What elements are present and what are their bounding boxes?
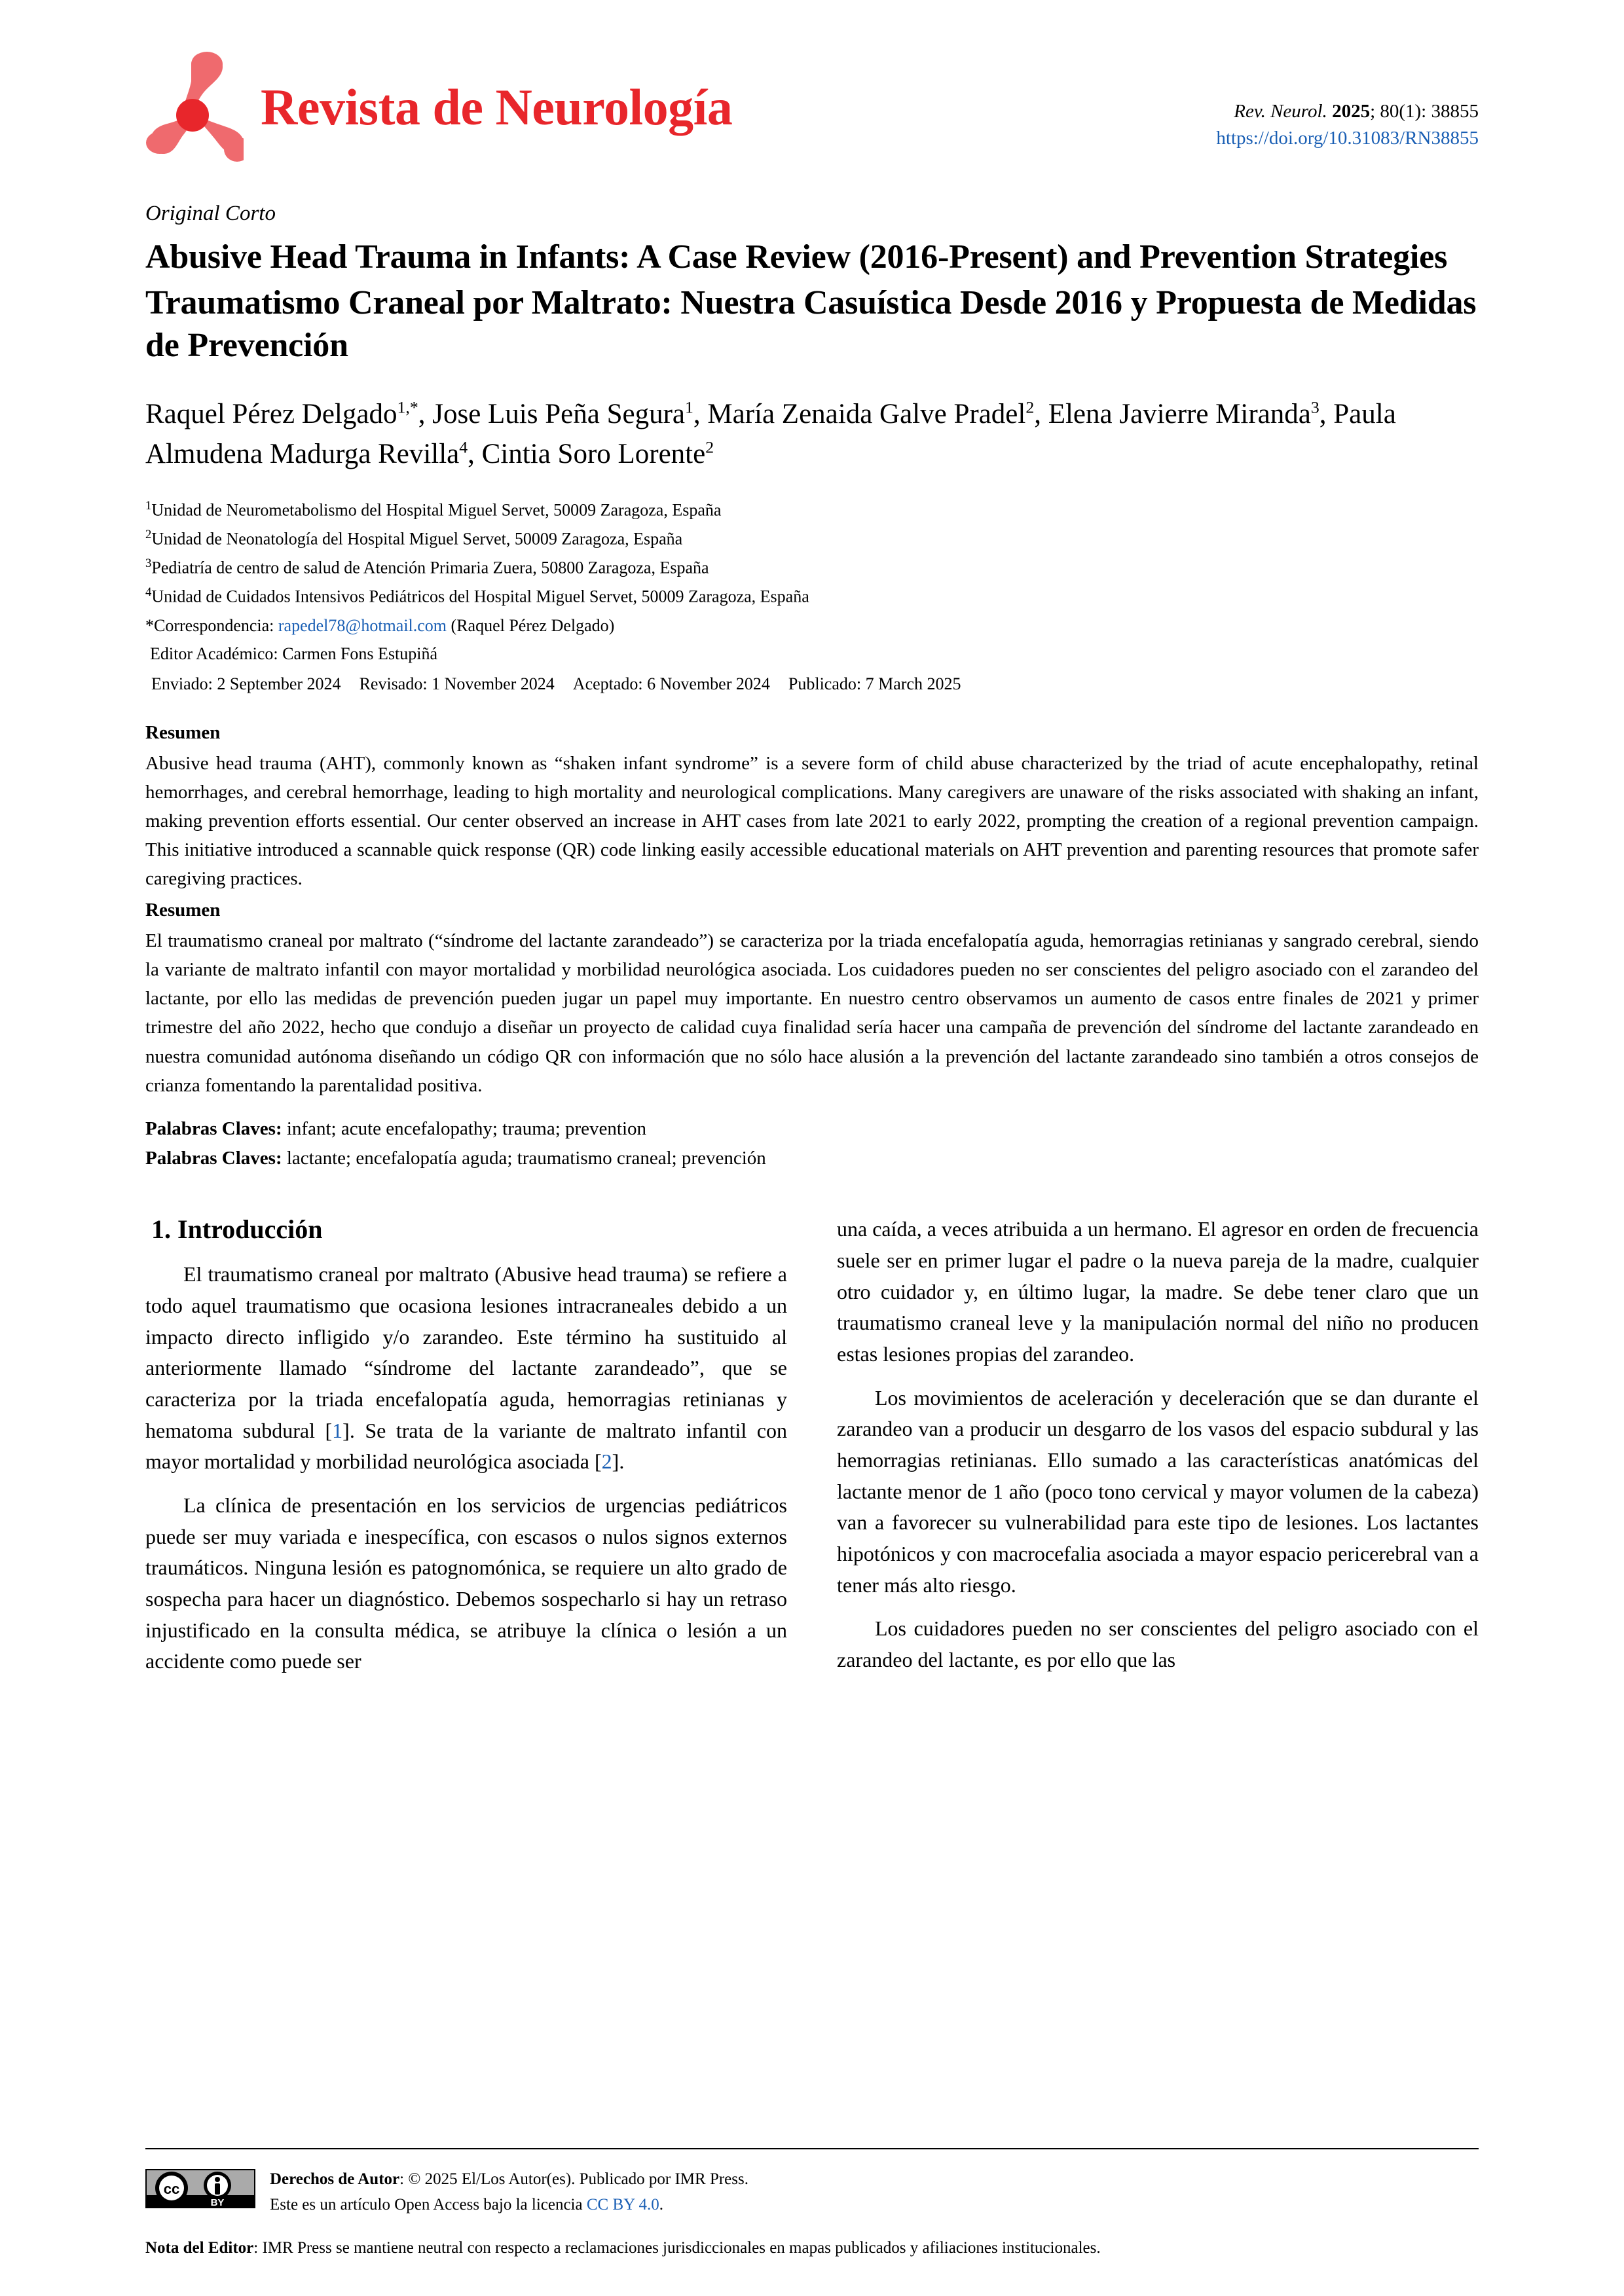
copyright-text: : © 2025 El/Los Autor(es). Publicado por IMR Press. xyxy=(399,2170,748,2188)
citation-year: 2025 xyxy=(1332,101,1371,122)
author-name: Jose Luis Peña Segura xyxy=(432,399,685,430)
doi-line xyxy=(1216,125,1479,152)
body-columns xyxy=(145,1214,1479,1690)
abstract-text: Abusive head trauma (AHT), commonly known as “shaken infant syndrome” is a severe form of child abuse characterized by the triad of acute encephalopathy, retinal hemorrhages, and cerebral hemorrhage, leading to high mortality and neurological complications. Many caregivers are unaware of the risks associated with shaking an infant, making prevention efforts essential. Our center observed an increase in AHT cases from late 2021 to early 2022, prompting the creation of a regional prevention campaign. This initiative introduced a scannable quick response (QR) code linking easily accessible educational materials on AHT prevention and parenting resources that promote safer caregiving practices. xyxy=(145,752,1479,890)
author-name: Raquel Pérez Delgado xyxy=(145,399,397,430)
keywords-label: Palabras Claves: xyxy=(145,1147,282,1169)
left-column xyxy=(145,1214,787,1690)
author-name: Paula Almudena Madurga Revilla xyxy=(145,399,1396,470)
keywords-value: infant; acute encefalopathy; trauma; prevention xyxy=(286,1118,647,1139)
affiliation-item xyxy=(145,524,1479,553)
license-prefix: Este es un artículo Open Access bajo la licencia xyxy=(270,2196,587,2214)
affiliation-text: Pediatría de centro de salud de Atención Primaria Zuera, 50800 Zaragoza, España xyxy=(151,558,709,577)
right-column xyxy=(837,1214,1479,1690)
article-type-label: Original Corto xyxy=(145,202,276,225)
body-paragraph: una caída, a veces atribuida a un hermano. El agresor en orden de frecuencia suele ser en primer lugar el padre o la nueva pareja de la madre, cualquier otro cuidador y, en último lugar, la madre. Se debe tener claro que un traumatismo craneal leve y la manipulación normal del niño no producen estas lesiones propias del zarandeo. xyxy=(837,1217,1479,1366)
author-affil-marker: 1, xyxy=(397,398,410,418)
author-name: Cintia Soro Lorente xyxy=(481,439,706,470)
author-affil-marker: 1 xyxy=(684,398,693,418)
author-affil-marker: 2 xyxy=(1025,398,1035,418)
date-submitted: Enviado: 2 September 2024 xyxy=(151,674,341,694)
page-title-spanish: Traumatismo Craneal por Maltrato: Nuestra Casuística Desde 2016 y Propuesta de Medidas de Prevención xyxy=(145,284,1477,364)
cc-license-link[interactable]: CC BY 4.0 xyxy=(586,2196,659,2214)
copyright-label: Derechos de Autor xyxy=(270,2170,400,2188)
doi-link[interactable]: https://doi.org/10.31083/RN38855 xyxy=(1216,128,1479,149)
author-affil-marker: 3 xyxy=(1310,398,1320,418)
author-name: Elena Javierre Miranda xyxy=(1048,399,1311,430)
journal-brand xyxy=(145,51,732,164)
academic-editor-line: Editor Académico: Carmen Fons Estupiñá xyxy=(150,644,438,664)
publication-dates xyxy=(145,670,1479,699)
author-list: Raquel Pérez Delgado$^{1,*}$, Jose Luis Peña Segura$^1$, María Zenaida Galve Pradel$^2$, Elena Javierre Miranda$^3$, Paula Almudena Madurga Revilla$^4$, Cintia Soro Lorente$^2$ xyxy=(145,398,1396,470)
license-line xyxy=(270,2192,748,2218)
footer-text-block xyxy=(270,2166,748,2218)
corresponding-marker: * xyxy=(409,398,418,418)
correspondence-line xyxy=(145,611,1479,640)
citation-line xyxy=(1216,98,1479,125)
date-revised: Revisado: 1 November 2024 xyxy=(359,674,555,694)
correspondence-suffix: (Raquel Pérez Delgado) xyxy=(447,615,615,635)
svg-text:cc: cc xyxy=(163,2180,180,2197)
svg-text:BY: BY xyxy=(210,2196,225,2208)
section-heading-introduccion: 1. Introducción xyxy=(151,1214,323,1245)
abstract-spanish xyxy=(145,900,1479,1099)
affiliation-text: Unidad de Neurometabolismo del Hospital Miguel Servet, 50009 Zaragoza, España xyxy=(151,500,722,520)
affiliation-item xyxy=(145,496,1479,524)
affiliation-marker: 3 xyxy=(145,556,152,571)
affiliation-text: Unidad de Cuidados Intensivos Pediátricos del Hospital Miguel Servet, 50009 Zaragoza, España xyxy=(151,587,809,607)
date-accepted: Aceptado: 6 November 2024 xyxy=(572,674,770,694)
creative-commons-by-badge-icon xyxy=(145,2169,255,2208)
affiliation-marker: 1 xyxy=(145,498,152,513)
abstract-heading: Resumen xyxy=(145,721,221,743)
date-published: Publicado: 7 March 2025 xyxy=(788,674,961,694)
copyright-block xyxy=(145,2166,1479,2218)
publisher-note-text: : IMR Press se mantiene neutral con respecto a reclamaciones jurisdiccionales en mapas publicados y afiliaciones institucionales. xyxy=(253,2238,1101,2257)
correspondence-email-link[interactable]: rapedel78@hotmail.com xyxy=(278,615,447,635)
abstract-english xyxy=(145,722,1479,893)
abstract-text: El traumatismo craneal por maltrato (“síndrome del lactante zarandeado”) se caracteriza por la triada encefalopatía aguda, hemorragias retinianas y sangrado cerebral, siendo la variante de maltrato infantil con mayor mortalidad y morbilidad neurológica asociada. Los cuidadores pueden no ser conscientes del peligro asociado con el zarandeo del lactante, por ello las medidas de prevención pueden jugar un papel muy importante. En nuestro centro observamos un aumento de casos entre finales de 2021 y primer trimestre del año 2022, hecho que condujo a diseñar un proyecto de calidad cuya finalidad sería hacer una campaña de prevención del síndrome del lactante zarandeado en nuestra comunidad autónoma diseñando un código QR con información que no sólo hace alusión a la prevención del lactante zarandeado sino también a otros consejos de crianza fomentando la parentalidad positiva. xyxy=(145,930,1479,1096)
citation-ref-2[interactable]: 2 xyxy=(601,1449,612,1474)
affiliation-marker: 2 xyxy=(145,527,152,541)
correspondence-prefix: *Correspondencia: xyxy=(145,615,278,635)
keywords-value: lactante; encefalopatía aguda; traumatismo craneal; prevención xyxy=(286,1147,766,1169)
keywords-label: Palabras Claves: xyxy=(145,1118,282,1139)
copyright-line xyxy=(270,2166,748,2193)
license-suffix: . xyxy=(659,2196,664,2214)
citation-journal: Rev. Neurol. xyxy=(1234,101,1327,122)
citation-ref-1[interactable]: 1 xyxy=(332,1418,343,1442)
abstract-heading: Resumen xyxy=(145,900,221,921)
citation-block xyxy=(1216,51,1479,152)
keywords-block xyxy=(145,1114,1479,1173)
body-paragraph: Los cuidadores pueden no ser conscientes del peligro asociado con el zarandeo del lactante, es por ello que las xyxy=(837,1616,1479,1671)
body-paragraph: La clínica de presentación en los servicios de urgencias pediátricos puede ser muy variada e inespecífica, con escasos o nulos signos externos traumáticos. Ninguna lesión es patognomónica, se requiere un alto grado de sospecha para hacer un diagnóstico. Debemos sospecharlo si hay un retraso injustificado en la consulta médica, se atribuye la clínica o lesión a un accidente como puede ser xyxy=(145,1493,787,1673)
affiliation-marker: 4 xyxy=(145,585,152,600)
affiliation-item xyxy=(145,553,1479,582)
affiliation-item xyxy=(145,582,1479,611)
keywords-spanish xyxy=(145,1144,1479,1173)
body-paragraph xyxy=(145,1259,787,1478)
journal-title: Revista de Neurología xyxy=(261,79,733,136)
masthead xyxy=(145,0,1479,175)
footer-divider xyxy=(145,2148,1479,2149)
body-paragraph: Los movimientos de aceleración y deceleración que se dan durante el zarandeo van a producir un desgarro de los vasos del espacio subdural y las hemorragias retinianas. Ello sumado a las características anatómicas del lactante menor de 1 año (poco tono cervical y mayor volumen de la cabeza) van a favorecer su vulnerabilidad para este tipo de lesiones. Los lactantes hipotónicos y con macrocefalia asociada a mayor espacio pericerebral van a tener más alto riesgo. xyxy=(837,1385,1479,1597)
page-footer xyxy=(145,2148,1479,2261)
paragraph-text: ]. Se trata de la variante de maltrato infantil con mayor mortalidad y morbilidad neurológica asociada [ xyxy=(145,1418,788,1474)
author-affil-marker: 4 xyxy=(459,438,468,458)
publisher-note xyxy=(145,2235,1479,2261)
keywords-english xyxy=(145,1114,1479,1144)
neuron-logo-icon xyxy=(145,51,244,164)
citation-volume-page: ; 80(1): 38855 xyxy=(1370,101,1479,122)
paragraph-text: ]. xyxy=(612,1449,625,1474)
affiliation-block xyxy=(145,496,1479,699)
paragraph-text: El traumatismo craneal por maltrato (Abusive head trauma) se refiere a todo aquel traumatismo que ocasiona lesiones intracraneales debido a un impacto directo infligido y/o zarandeo. Este término ha sustituido al anteriormente llamado “síndrome del lactante zarandeado”, que se caracteriza por la triada encefalopatía aguda, hemorragias retinianas y hematoma subdural [ xyxy=(145,1262,787,1442)
page-title-english: Abusive Head Trauma in Infants: A Case Review (2016-Present) and Prevention Strategies xyxy=(145,238,1448,276)
author-affil-marker: 2 xyxy=(705,438,714,458)
publisher-note-label: Nota del Editor xyxy=(145,2238,254,2257)
author-name: María Zenaida Galve Pradel xyxy=(707,399,1026,430)
affiliation-text: Unidad de Neonatología del Hospital Miguel Servet, 50009 Zaragoza, España xyxy=(151,529,683,549)
